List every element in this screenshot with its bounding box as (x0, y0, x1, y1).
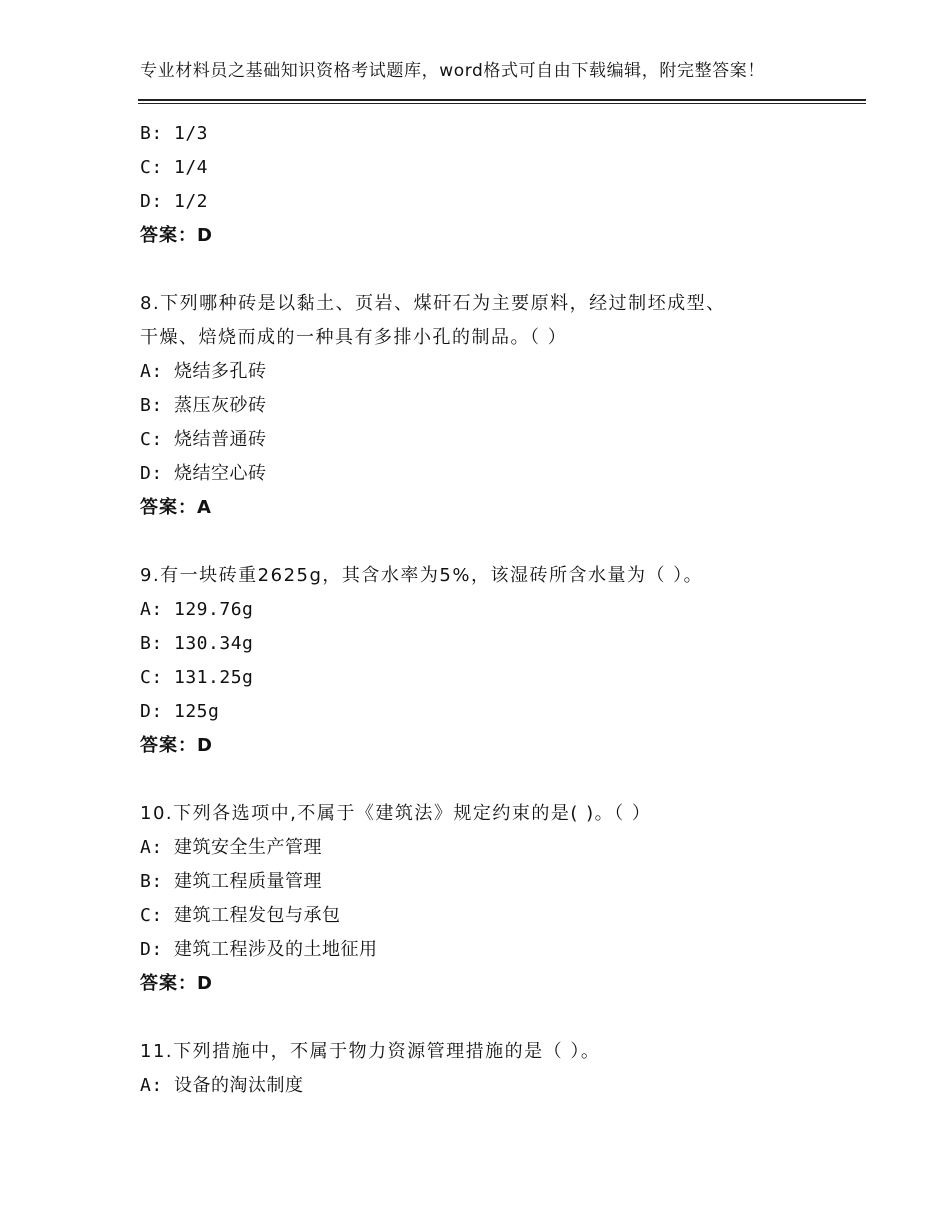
spacer (140, 525, 840, 559)
spacer (140, 1001, 840, 1035)
question-9 (140, 559, 840, 763)
option-line: B: 130.34g (140, 633, 254, 654)
answer-line: 答案：D (140, 973, 213, 994)
option-line: A: 129.76g (140, 599, 254, 620)
option-line: C: 1/4 (140, 157, 209, 178)
question-stem: 干燥、焙烧而成的一种具有多排小孔的制品。（ ） (140, 327, 568, 348)
option-line: B: 蒸压灰砂砖 (140, 395, 267, 416)
option-line: A: 建筑安全生产管理 (140, 837, 323, 858)
question-10 (140, 797, 840, 1001)
option-line: C: 131.25g (140, 667, 254, 688)
option-line: C: 烧结普通砖 (140, 429, 267, 450)
option-line: A: 设备的淘汰制度 (140, 1075, 304, 1096)
spacer (140, 253, 840, 287)
option-line: B: 1/3 (140, 123, 209, 144)
page-header-title: 专业材料员之基础知识资格考试题库，word格式可自由下载编辑，附完整答案！ (140, 61, 765, 81)
option-line: B: 建筑工程质量管理 (140, 871, 323, 892)
option-line: D: 1/2 (140, 191, 209, 212)
answer-line: 答案：A (140, 497, 212, 518)
option-line: C: 建筑工程发包与承包 (140, 905, 341, 926)
header-rule-thick (138, 99, 866, 101)
question-stem: 9.有一块砖重2625g，其含水率为5%，该湿砖所含水量为（ ）。 (140, 565, 704, 586)
question-8 (140, 287, 840, 525)
answer-line: 答案：D (140, 735, 213, 756)
question-stem: 8.下列哪种砖是以黏土、页岩、煤矸石为主要原料，经过制坯成型、 (140, 293, 726, 314)
question-stem: 11.下列措施中，不属于物力资源管理措施的是（ ）。 (140, 1041, 601, 1062)
question-content (140, 117, 840, 1103)
question-11 (140, 1035, 840, 1103)
question-7-fragment (140, 117, 840, 253)
question-stem: 10.下列各选项中,不属于《建筑法》规定约束的是( )。（ ） (140, 803, 652, 824)
option-line: D: 烧结空心砖 (140, 463, 267, 484)
option-line: D: 建筑工程涉及的土地征用 (140, 939, 378, 960)
header-rule-thin (138, 103, 866, 104)
answer-line: 答案：D (140, 225, 213, 246)
spacer (140, 763, 840, 797)
option-line: D: 125g (140, 701, 220, 722)
option-line: A: 烧结多孔砖 (140, 361, 267, 382)
